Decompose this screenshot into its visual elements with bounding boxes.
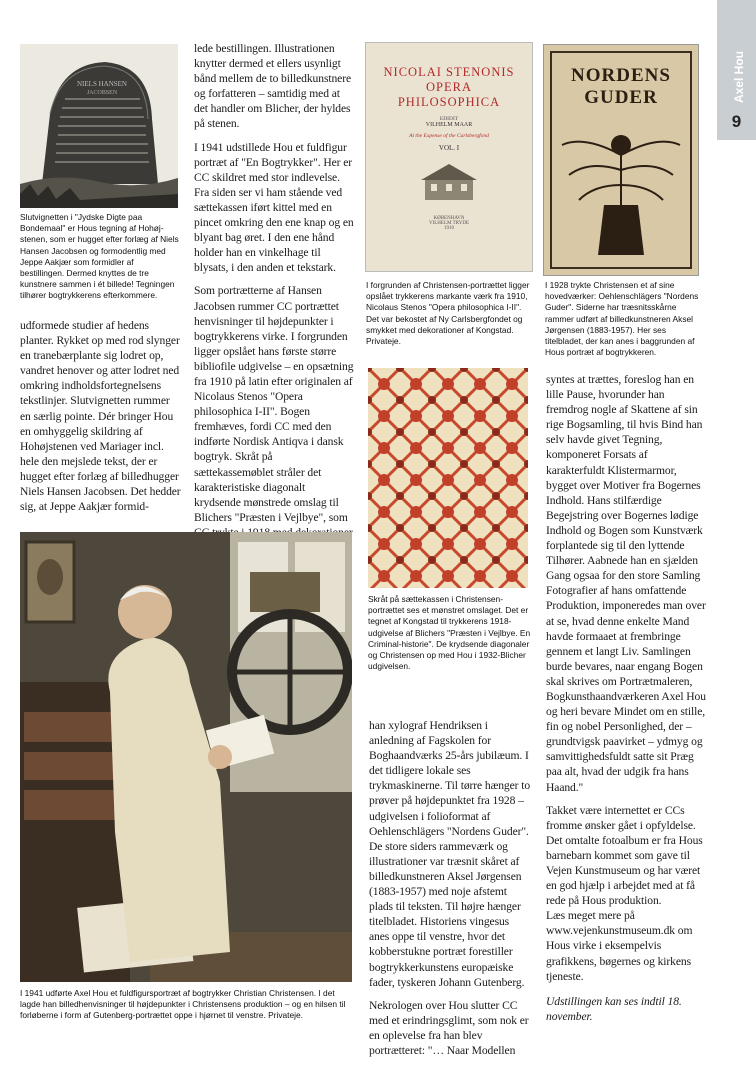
opera-philosophica-book [365,42,533,272]
col4-paragraph-2: Takket være internettet er CCs fromme ønsker gået i opfyldelse. Det omtalte fotoalbum er fra Hous barnebarn kommet som gave til Vejen Kunstmuseum og har været en god hjælp i arbejdet med at få rede på Hous produktion. [546,803,703,908]
book1-volume: VOL. I [438,144,460,152]
col2-text [194,41,354,555]
painting-caption: I 1941 udførte Axel Hou et fuldfigursportræt af bogtrykker Christian Christensen. I det lagde han billedhenvisninger til højdepunkter i Christensens produktion – og en hilsen til forløberne i form af Gutenberg-portrættet oppe i hjørnet til venstre. Privateje. [20,988,346,1021]
col2-paragraph-1: lede bestillingen. Illustrationen knytter dermed et ellers usynligt bånd mellem de to billedkunstnere og forfatteren – samtidig med at det handler om Blicher, der hyldes på stenen. [194,42,352,131]
book1-title-line1: NICOLAI STENONIS [383,65,515,79]
col3-paragraph-2: Nekrologen over Hou slutter CC med et erindringsglimt, som nok er en oplevelse fra han blev portrætteret: "… Naar Modellen [369,998,529,1057]
book1-title-line2: OPERA [426,80,472,94]
book1-editor: VILHELM MAAR [425,122,473,128]
patterned-cover [368,368,528,588]
stone-caption: Slutvignetten i "Jydske Digte paa Bondemaal" er Hous tegning af Hohøj-stenen, som er hugget efter forlæg af Niels Hansen Jacobsen og formodentlig med Jeppe Aakjær som formidler af bestillingen. Dermed knyttes de tre kunstnere sammen i ét billede! Tegningen tilhører bogtrykkerens efterkommere. [20,212,179,301]
pattern-caption: Skråt på sættekassen i Christensen-portrættet ses et mønstret omslaget. Det er tegnet af Kongstad til trykkerens 1918-udgivelse af Blichers "Præsten i Vejlbye. En Criminal-historie". De krydsende diagonaler og Christensen op med Hou i 1932-Blicher udgivelsen. [368,594,531,672]
col4-paragraph-3: Læs meget mere på www.vejenkunstmuseum.dk om Hous virke i eksempelvis grafikkens, bøgernes og kirkens tjeneste. [546,909,693,983]
col1-text: udformede studier af hedens planter. Rykket op med rod slynger en tranebærplante sig lodret op, vandret henover og atter lodret ned omkring indholdsfortegnelsens tekstlinjer. Slutvignetten rummer en særlig pointe. Dér bringer Hou en omhyggelig skildring af Hohøjstenen ved Mariager incl. hele den mejslede tekst, der er hugget efter forlæg af billedhugger Niels Hansen Jacobsen. Det hedder sig, at Jeppe Aakjær formid- [20,319,181,514]
col3-text [369,718,531,1058]
book1-year: 1910 [444,226,454,231]
stone-illustration [20,44,178,208]
book1-caption: I forgrunden af Christensen-portrættet ligger opslået trykkerens markante værk fra 1910, Nicolaus Stenos "Opera philosophica I-II". Det var bekostet af Ny Carlsbergfondet og smykket med dekorationer af Kongstad. Privateje. [366,280,530,347]
page-number: 9 [731,112,742,131]
col2-paragraph-2: I 1941 udstillede Hou et fuldfigur portræt af "En Bogtrykker". Her er CC skildret med stor indlevelse. Fra siden ser vi ham stående ved sættekassen iført kittel med en pincet omkring den ene knap og en blyant bag øret. I den ene hånd holder han en vinkelhage til blysats, i den anden et tekstark. [194,140,354,275]
book2-caption: I 1928 trykte Christensen et af sine hovedværker: Oehlenschlägers "Nordens Guder". Siderne har træsnitsskårne rammer udført af billedkunstneren Aksel Jørgensen (1883-1957). Her ses titelbladet, der kan anes i baggrunden af Hous portræt af bogtrykkeren. [545,280,699,358]
portrait-painting [20,532,352,982]
col2-paragraph-3: Som portrætterne af Hansen Jacobsen rummer CC portrættet henvisninger til højdepunkter i bogtrykkerens virke. I forgrunden ligger opslået hans første større bibliofile udgivelse – en opsætning fra 1910 på latin efter originalen af Nicolaus Stenos "Opera philosophica I-II". Bogen fremhæves, fordi CC med den indførte Nordisk Antiqva i dansk bogtryk. Skråt på sættekassemøblet stråler det karakteristiske diagonalt krydsende mønstrede omslag til Blichers "Præsten i Vejlbye", som [194,284,354,524]
col4-text [546,372,706,1024]
book1-title-line3: PHILOSOPHICA [397,95,501,109]
stone-inscription-1: NIELS HANSEN [77,80,127,88]
book2-title-line2: GUDER [584,87,658,108]
book1-printer: VILHELM TRYDE [428,221,470,226]
book1-building-vignette [419,160,479,204]
stone-inscription-2: JACOBSEN [86,90,118,96]
book2-title-line1: NORDENS [571,65,671,86]
book1-editor-label: EDIDIT [439,116,459,122]
col3-paragraph-1: han xylograf Hendriksen i anledning af Fagskolen for Boghaandværks 25-års jubilæum. I det tidligere lokale ses trykmaskinerne. Til tørre hænger to prøver på højdepunktet fra 1928 – udgivelsen i folioformat af Oehlenschlägers "Nordens Guder". De store siders rammeværk og illustrationer var træsnit skåret af billedkunstneren Aksel Jørgensen (1883-1957) med noje afstemt plads til teksten. Til højre hænger titelbladet. Historiens vingesus anes oppe til venstre, hvor det kobberstukne portræt forestiller bogtrykkerkunstens europæiske fader, tyskeren Johann Gutenberg. [369,719,531,989]
book1-city: KØBENHAVN [433,216,465,221]
col4-paragraph-1: syntes at trættes, foreslog han en lille Pause, hvorunder han fremdrog nogle af Skattene af sin rige Bogsamling, til hvis Bind han selv havde givet Tegning, komponeret Forsats af karakterfuldt Klistermarmor, bygget over Motiver fra Bogernes Indhold. Hans stilfærdige Begejstring over Bogernes lødige Indhold og Bogen som Kunstværk forplantede sig til den lyttende Tilhører. Aabnede han en sjælden Gang ogsaa for den store Samling Fotografier af hans omfattende Produktion, imponeredes man over at se, hvad denne enkelte Mand havde formaaet at frembringe gennem et langt Liv. Samlingen burde bevares, naar engang Bogen skal skrives om Portrætmaleren, Bogkunsthaandværkeren Axel Hou og heri bevare Mindet om en stille, fin og nobel Personlighed, der – grundtvigsk paavirket – ydmyg og samvittighedsfuldt satte sit Præg paa alt, hvad der udgik fra hans Haand." [546,373,706,794]
exhibition-note: Udstillingen kan ses indtil 18. november. [546,994,682,1023]
nordens-guder-book [543,44,699,276]
book1-expense: At the Expense of the Carlsbergfond [409,133,489,139]
book2-woodcut [544,115,698,265]
section-label: Axel Hou [732,51,746,104]
